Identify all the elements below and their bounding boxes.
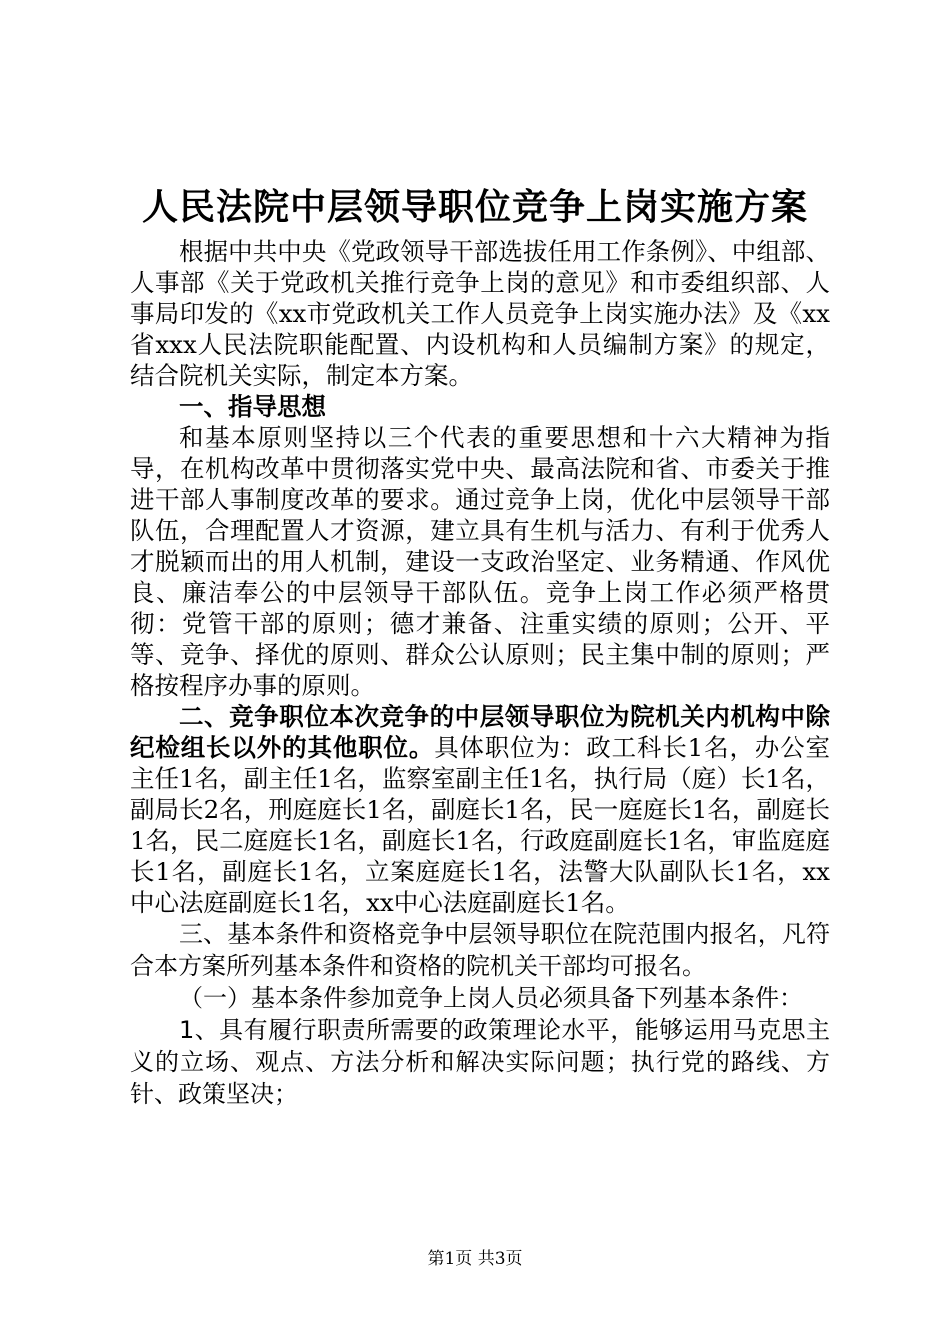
section2-paragraph — [130, 701, 830, 918]
section3-item-1: 1、具有履行职责所需要的政策理论水平，能够运用马克思主义的立场、观点、方法分析和解决实际问题；执行党的路线、方针、政策坚决； — [130, 1016, 830, 1108]
section1-paragraph: 和基本原则坚持以三个代表的重要思想和十六大精神为指导，在机构改革中贯彻落实党中央、最高法院和省、市委关于推进干部人事制度改革的要求。通过竞争上岗，优化中层领导干部队伍，合理配置人才资源，建立具有生机与活力、有利于优秀人才脱颖而出的用人机制，建设一支政治坚定、业务精通、作风优良、廉洁奉公的中层领导干部队伍。竞争上岗工作必须严格贯彻：党管干部的原则；德才兼备、注重实绩的原则；公开、平等、竞争、择优的原则、群众公认原则；民主集中制的原则；严格按程序办事的原则。 — [130, 423, 830, 700]
document-title: 人民法院中层领导职位竞争上岗实施方案 — [141, 187, 808, 228]
section1-heading: 一、指导思想 — [179, 392, 326, 421]
intro-paragraph: 根据中共中央《党政领导干部选拔任用工作条例》、中组部、人事部《关于党政机关推行竞争上岗的意见》和市委组织部、人事局印发的《xx市党政机关工作人员竞争上岗实施办法》及《xx省xxx人民法院职能配置、内设机构和人员编制方案》的规定，结合院机关实际，制定本方案。 — [130, 237, 830, 390]
page-footer: 第1页 共3页 — [427, 1249, 523, 1269]
section3-subheading: （一）基本条件参加竞争上岗人员必须具备下列基本条件： — [179, 984, 803, 1012]
document-body — [130, 236, 830, 1110]
section2-heading: 二、竞争职位本次竞争的中层领导职位为院机关内机构中除纪检组长以外的其他职位。 — [130, 702, 830, 762]
section3-block — [130, 918, 830, 1110]
section3-heading: 三、基本条件和资格竞争中层领导职位在院范围内报名，凡符合本方案所列基本条件和资格的院机关干部均可报名。 — [130, 920, 830, 980]
section2-positions: 具体职位为：政工科长1名，办公室主任1名，副主任1名，监察室副主任1名，执行局（庭）长1名，副局长2名，刑庭庭长1名，副庭长1名，民一庭庭长1名，副庭长1名，民二庭庭长1名，副庭长1名，行政庭副庭长1名，审监庭庭长1名，副庭长1名，立案庭庭长1名，法警大队副队长1名，xx中心法庭副庭长1名，xx中心法庭副庭长1名。 — [130, 733, 830, 917]
